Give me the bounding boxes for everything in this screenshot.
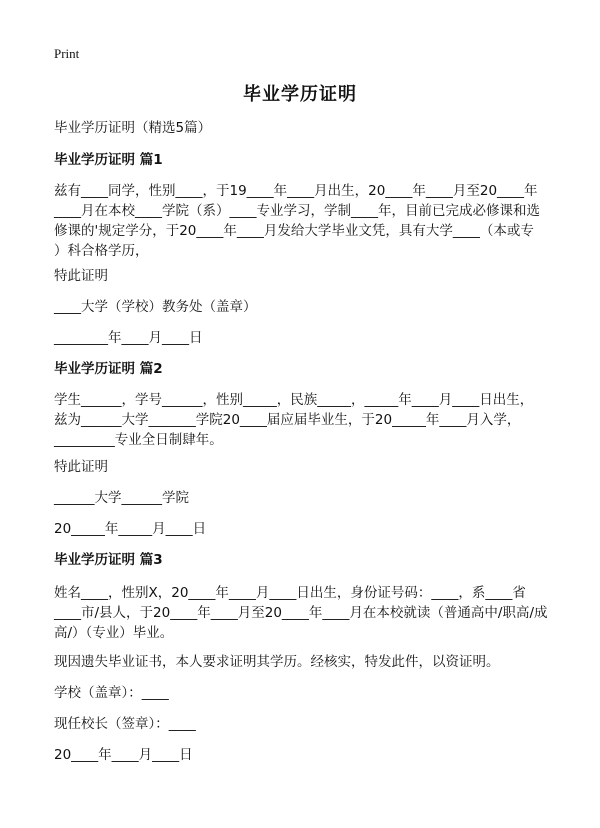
section-1-attest: 特此证明 (54, 268, 108, 284)
section-1-heading: 毕业学历证明 篇1 (54, 152, 163, 168)
section-2-body-line: 兹为______大学_______学院20____届应届毕业生，于20_____年____月入学， (54, 412, 521, 428)
section-3-body-line: 高/）（专业）毕业。 (54, 625, 174, 641)
section-1-body-line: 兹有____同学，性别____，于19____年____月出生，20____年____月至20____年 (54, 183, 538, 199)
section-2-issuer: ______大学______学院 (54, 490, 189, 506)
section-2-attest: 特此证明 (54, 459, 108, 475)
document-title: 毕业学历证明 (243, 84, 357, 105)
section-1-body-line: 修课的'规定学分，于20____年____月发给大学毕业文凭，具有大学____（本或专 (54, 223, 534, 239)
section-3-principal-sign: 现任校长（签章）：____ (54, 716, 196, 732)
section-3-body-line: 姓名____，性别X，20____年____月____日出生，身份证号码：____，系____省 (54, 585, 526, 601)
section-3-date: 20____年____月____日 (54, 747, 193, 763)
section-1-body-line: ）科合格学历， (54, 243, 149, 259)
section-3-school-seal: 学校（盖章）：____ (54, 685, 169, 701)
section-3-heading: 毕业学历证明 篇3 (54, 552, 163, 568)
document-subtitle: 毕业学历证明（精选5篇） (54, 120, 212, 136)
section-3-body-line: ____市/县人，于20____年____月至20____年____月在本校就读（普通高中/职高/成 (54, 605, 548, 621)
section-1-issuer: ____大学（学校）教务处（盖章） (54, 299, 257, 315)
section-1-date: ________年____月____日 (54, 330, 203, 346)
section-2-body-line: _________专业全日制肆年。 (54, 432, 223, 448)
section-2-date: 20_____年_____月____日 (54, 521, 207, 537)
section-2-body-line: 学生______，学号______，性别_____，民族_____，_____年____月____日出生， (54, 392, 534, 408)
section-2-heading: 毕业学历证明 篇2 (54, 361, 163, 377)
print-label: Print (54, 46, 80, 61)
section-3-statement: 现因遗失毕业证书，本人要求证明其学历。经核实，特发此件，以资证明。 (54, 654, 500, 670)
section-1-body-line: ____月在本校____学院（系）____专业学习，学制____年，目前已完成必修课和选 (54, 203, 540, 219)
